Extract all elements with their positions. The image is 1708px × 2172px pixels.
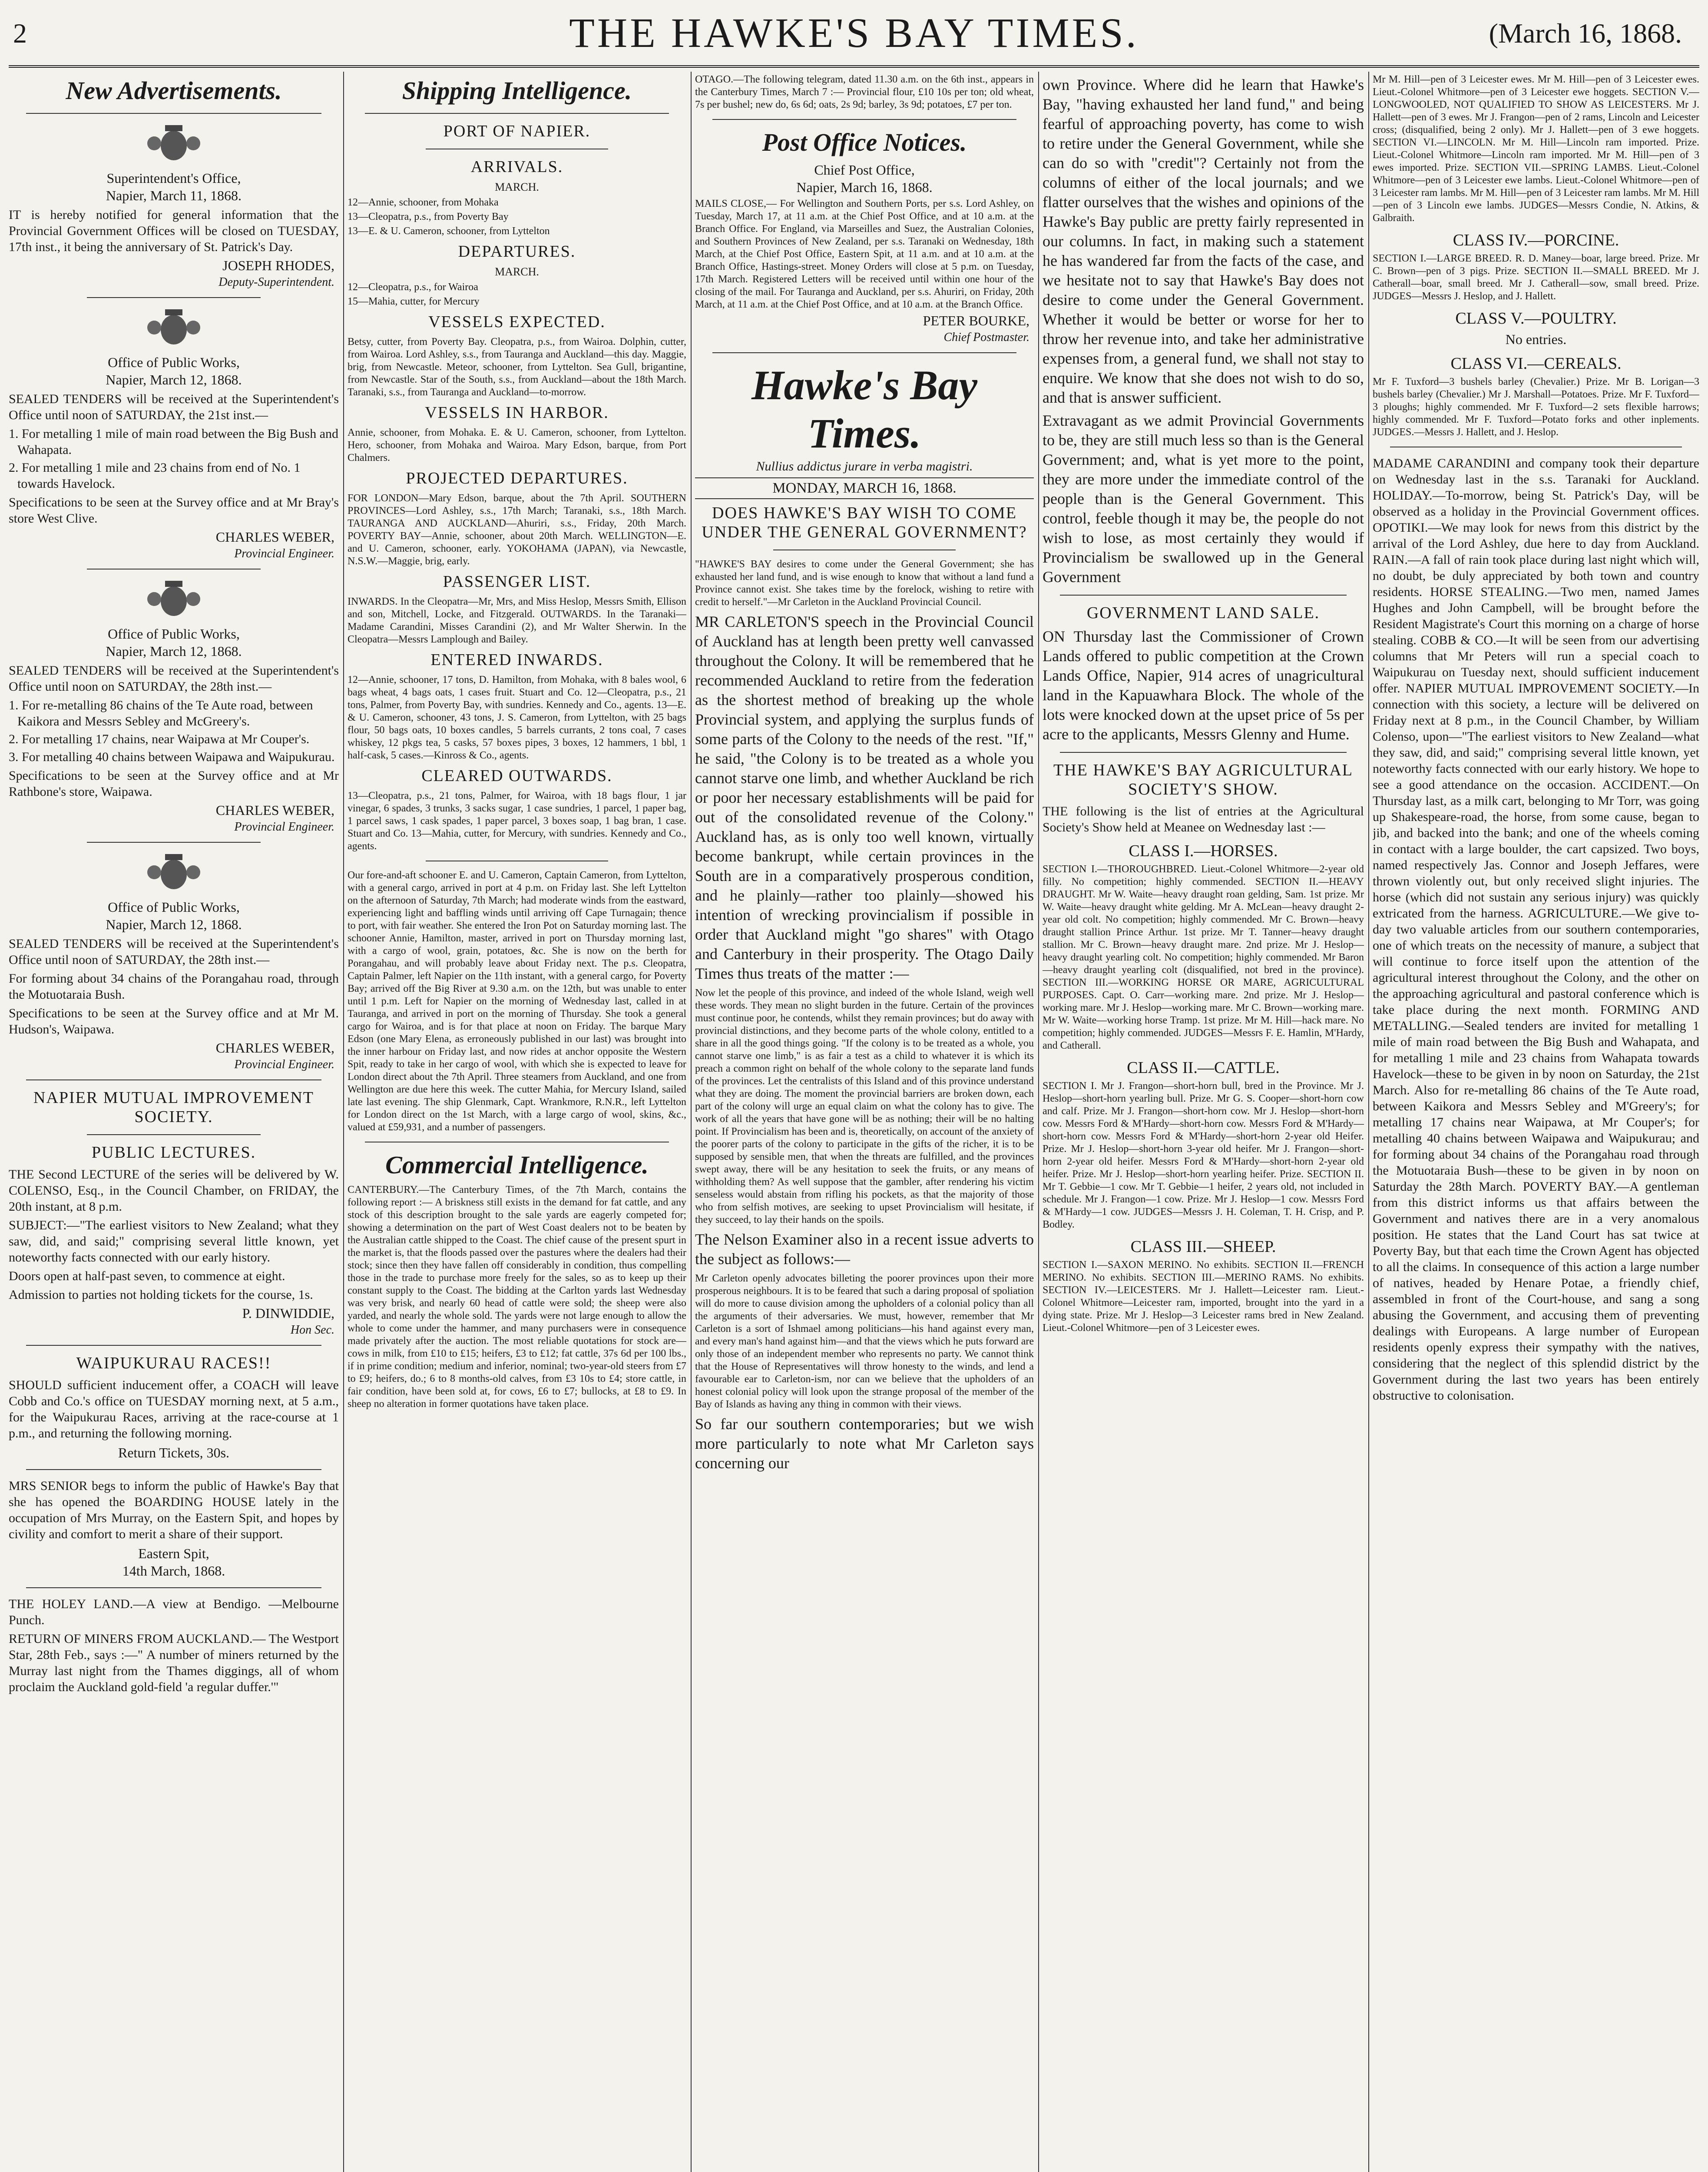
column-rule (1368, 72, 1369, 2172)
ad-signer-title: Hon Sec. (290, 1323, 334, 1337)
ad-body: IT is hereby notified for general information that the Provincial Government Offices will be closed on TUESDAY, 17th inst., it being the anniversary of St. Patrick's Day. (9, 208, 339, 254)
show-heading: THE HAWKE'S BAY AGRICULTURAL SOCIETY'S SHOW. (1053, 761, 1353, 798)
column-rule (691, 72, 692, 2172)
ad-signer-title: Provincial Engineer. (234, 820, 334, 834)
section-heading: Shipping Intelligence. (402, 76, 632, 105)
ad-date: 14th March, 1868. (122, 1563, 225, 1579)
divider (26, 1469, 321, 1470)
races-body: SHOULD sufficient inducement offer, a COACH will leave Cobb and Co.'s office on TUESDAY morning next, at 5 a.m., for the Waipukurau Races, arriving at the race-course at 1 p.m., and returning the following morning. (9, 1378, 339, 1440)
issue-date: (March 16, 1868. (1489, 18, 1682, 49)
class-heading: CLASS V.—POULTRY. (1455, 309, 1617, 328)
divider (26, 1587, 321, 1588)
class-entries: No entries. (1505, 331, 1567, 347)
ad-item: 1. For metalling 1 mile of main road between the Big Bush and Wahapata. (9, 427, 339, 457)
ad-signer-title: Provincial Engineer. (234, 547, 334, 560)
ad-item: 2. For metalling 1 mile and 23 chains from end of No. 1 towards Havelock. (9, 460, 301, 491)
royal-crest-icon (141, 577, 206, 621)
post-office: Chief Post Office, (814, 162, 915, 178)
editorial-paragraph: MR CARLETON'S speech in the Provincial Council of Auckland has at length been pretty well canvassed throughout the Colony. It will be remembered that he recommended Auckland to retire from the federation as the shortest method of breaking up the whole Provincial system, and applying the surplus funds of some parts of the Colony to the needs of the rest. "If," he said, "the Colony is to be treated as a whole you cannot starve one limb, and whether Auckland be rich or poor her necessary establishments will be paid for out of the consolidated revenue of the Colony." Auckland has, as is only too well known, virtually become bankrupt, while certain provinces in the South are in a comparatively prosperous condition, and he plainly—rather too plainly—showed his intention of wrecking provincialism if possible in order that Auckland might "go shares" with Otago and Canterbury in their prosperity. The Otago Daily Times thus treats of the matter :— (695, 613, 1034, 982)
editorial-paragraph: The Nelson Examiner also in a recent issue adverts to the subject as follows:— (695, 1231, 1034, 1268)
ad-signer: CHARLES WEBER, (215, 529, 334, 545)
boarding-house-ad: MRS SENIOR begs to inform the public of Hawke's Bay that she has opened the BOARDING HOUSE lately in the occupation of Mrs Murray, on the Eastern Spit, and hopes by civility and comfort to merit a share of their support. (9, 1479, 339, 1541)
class-entries: Mr F. Tuxford—3 bushels barley (Chevalier.) Prize. Mr B. Lorigan—3 bushels barley (Chevalier.) Mr J. Marshall—Potatoes. Prize. Mr F. Tuxford—3 ploughs; highly commended. Mr F. Tuxford—2 sets flexible harrows; highly commended. Mr F. Tuxford—Potato forks and other inplements. JUDGES.—Messrs J. Hallett, and J. Heslop. (1373, 376, 1699, 438)
paper-motto: Nullius addictus jurare in verba magistri. (756, 459, 973, 473)
divider (1060, 752, 1347, 753)
divider (87, 842, 261, 843)
royal-crest-icon (141, 306, 206, 349)
column-editorial (695, 72, 1034, 2172)
lecture-body: THE Second LECTURE of the series will be delivered by W. COLENSO, Esq., in the Council Chamber, on FRIDAY, the 20th instant, at 8 p.m. (9, 1167, 339, 1214)
section-heading: Post Office Notices. (762, 128, 967, 156)
editorial-paragraph: So far our southern contemporaries; but we wish more particularly to note what Mr Carleton says concerning our (695, 1415, 1034, 1472)
class-entries: SECTION I.—THOROUGHBRED. Lieut.-Colonel Whitmore—2-year old filly. No competition; highly commended. SECTION II.—HEAVY DRAUGHT. Mr W. Waite—heavy draught roan gelding, Sam. 1st prize. Mr W. Waite—heavy draught white gelding. Mr A. McLean—heavy draught 2-year old colt. No competition; highly commended. Mr C. Brown—heavy draught stallion Prince Arthur. 1st prize. Mr T. Tanner—heavy draught stallion. Mr C. Brown—heavy draught mare. 2nd prize. Mr J. Heslop—heavy draught yearling colt. No competition; highly commended. Mr Baron—heavy draught yearling colt (disqualified, not bred in the province). SECTION III.—WORKING HORSE OR MARE, AGRICULTURAL PURPOSES. Capt. O. Carr—working mare. 2nd prize. Mr J. Heslop—working mare. Mr J. Heslop—working mare. Mr C. Brown—working mare. Mr W. Waite—working horse Tramp. 1st prize. Mr M. Hill—hack mare. No competition; highly commended. JUDGES—Messrs F. E. Hamlin, M'Hardy, and Catherall. (1043, 864, 1364, 1051)
column-advertisements (9, 72, 339, 2172)
expected-list: Betsy, cutter, from Poverty Bay. Cleopatra, p.s., from Wairoa. Dolphin, cutter, from Wairoa. Lord Ashley, s.s., from Tauranga and Auckland—this day. Maggie, brig, from Newcastle. Meteor, schooner, from Lyttelton. Sea Gull, brigantine, from Newcastle. Star of the South, s.s., from Auckland—about the 18th March. Taranaki, s.s., from Tauranga and Auckland—to-morrow. (348, 336, 686, 398)
ad-place: Eastern Spit, (138, 1546, 209, 1561)
ad-signer: CHARLES WEBER, (215, 802, 334, 818)
divider (26, 113, 321, 114)
departure-item: 15—Mahia, cutter, for Mercury (348, 296, 480, 307)
ad-place: Napier, March 11, 1868. (106, 188, 242, 203)
class-entries: SECTION I.—SAXON MERINO. No exhibits. SECTION II.—FRENCH MERINO. No exhibits. SECTION III.—MERINO RAMS. No exhibits. SECTION IV.—LEICESTERS. Mr J. Hallett—Leicester ram. Lieut.-Colonel Whitmore—Leicester ram, imported, brought into the yard in a dying state. Prize. Mr J. Heslop—3 Leicester rams bred in New Zealand. Lieut.-Colonel Whitmore—pen of 3 Leicester ewes. (1043, 1259, 1364, 1334)
class-heading: CLASS IV.—PORCINE. (1453, 231, 1619, 249)
news-item: THE HOLEY LAND.—A view at Bendigo. —Melbourne Punch. (9, 1597, 339, 1627)
ad-signer: P. DINWIDDIE, (242, 1305, 334, 1321)
port-heading: PORT OF NAPIER. (443, 122, 591, 140)
ad-office: Office of Public Works, (108, 354, 240, 370)
ad-spec: Specifications to be seen at the Survey office and at Mr Bray's store West Clive. (9, 495, 339, 526)
class-heading: CLASS VI.—CEREALS. (1450, 354, 1622, 373)
masthead-rule (9, 65, 1699, 68)
ad-body: SEALED TENDERS will be received at the Superintendent's Office until noon of SATURDAY, the 21st inst.— (9, 392, 339, 422)
land-sale-body: ON Thursday last the Commissioner of Crown Lands offered to public competition at the Crown Lands Office, Napier, 914 acres of unagricultural land in the Kapuawhara Block. The whole of the lots were knocked down at the upset price of 5s per acre to the applicants, Messrs Glenny and Hume. (1043, 628, 1364, 743)
post-place: Napier, March 16, 1868. (796, 179, 933, 195)
ad-place: Napier, March 12, 1868. (106, 372, 242, 387)
ad-signer-title: Chief Postmaster. (943, 331, 1029, 344)
ad-signer-title: Provincial Engineer. (234, 1058, 334, 1071)
ad-office: Superintendent's Office, (106, 170, 241, 186)
local-news: MADAME CARANDINI and company took their departure on Wednesday last in the s.s. Taranaki for Auckland. HOLIDAY.—To-morrow, being St. Patrick's Day, will be observed as a holiday in the Provincial Government offices. OPOTIKI.—We may look for news from this district by the arrival of the Lord Ashley, due here to day from Auckland. RAIN.—A fall of rain took place during last night which will, no doubt, be duly appreciated by both town and country residents. HORSE STEALING.—Two men, named James Hughes and John Campbell, will be brought before the Resident Magistrate's Court this morning on a charge of horse stealing. COBB & CO.—It will be seen from our advertising columns that Mr Peters will run a special coach to Waipukurau on Tuesday next, should sufficient inducement offer. NAPIER MUTUAL IMPROVEMENT SOCIETY.—In connection with this society, a lecture will be delivered on Friday next at 8 p.m., in the Council Chamber, by William Colenso, upon—"The earliest visitors to New Zealand—what they saw, did, and said;" comprising several little known, yet noteworthy facts connected with our early history. We hope to see a good attendance on the occasion. ACCIDENT.—On Thursday last, as a milk cart, belonging to Mr Torr, was going up Shakespeare-road, the horse, from some cause, began to jib, and backed into the bank; and one of the wheels coming in contact with a large boulder, the cart capsized. Two boys, named respectively Jas. Connor and Joseph Jeffares, were thrown violently out, but only received slight injuries. The horse (which did not sustain any serious injury) was quickly extricated from the harness. AGRICULTURE.—We give to-day two valuable articles from our southern contemporaries, one of which treats on the necessity of manure, a subject that will continue to force itself upon the attention of the agricultural interest throughout the Colony, and the other on the approaching agricultural and pastoral conference which is take place during the next month. FORMING AND METALLING.—Sealed tenders are invited for metalling 1 mile of main road between the Big Bush and Wahapata, and for metalling 1 mile and 23 chains from Wahapata towards Havelock—these to be given in by noon on Saturday, the 21st March. Also for re-metalling 86 chains of the Te Aute road, between Kaikora and Messrs Sebley and M'Greery's; for metalling 17 chains near Waipawa, at Mr Couper's; for metalling 40 chains between Waipawa and Waipukurau; and for forming about 34 chains of the Porangahau road through the Motuotaraia Bush—these to be given in by noon on Saturday the 28th March. POVERTY BAY.—A gentleman from this district informs us that affairs between the Government and natives there are in a very anomalous position. He states that the Land Court has sat twice at Poverty Bay, but that each time the Crown Agent has objected to all the claims. In consequence of this action a large number of natives, headed by Henare Potae, a friendly chief, assembled in front of the Court-house, and sang a song abusing the Government, and accusing them of preventing dealings with Europeans. A large number of European residents openly express their sympathy with the natives, considering that the neglect of this splendid district by the Government during the last two years has been entirely obstructive to colonisation. (1373, 456, 1699, 1403)
ad-item: 1. For re-metalling 86 chains of the Te Aute road, between Kaikora and Messrs Sebley and McGreery's. (9, 698, 313, 728)
projected-heading: PROJECTED DEPARTURES. (406, 469, 628, 487)
departure-item: 12—Cleopatra, p.s., for Wairoa (348, 281, 478, 293)
ad-spec: Specifications to be seen at the Survey office and at Mr Rathbone's store, Waipawa. (9, 768, 339, 799)
page-number: 2 (13, 18, 27, 49)
races-tickets: Return Tickets, 30s. (118, 1445, 230, 1460)
projected-list: FOR LONDON—Mary Edson, barque, about the 7th April. SOUTHERN PROVINCES—Lord Ashley, s.s., 17th March; Taranaki, s.s., 18th March. TAURANGA AND AUCKLAND—Ahuriri, s.s., Friday, 20th March. POVERTY BAY—Annie, schooner, about 20th March. WELLINGTON—E. and U. Cameron, schooner, early. YOKOHAMA (JAPAN), via Newcastle, N.S.W.—Maggie, brig, early. (348, 493, 686, 567)
column-rule (343, 72, 344, 2172)
column-local-news (1373, 72, 1699, 2172)
land-sale-heading: GOVERNMENT LAND SALE. (1086, 604, 1320, 622)
section-heading: New Advertisements. (66, 76, 282, 105)
class-heading: CLASS III.—SHEEP. (1130, 1238, 1276, 1256)
class-heading: CLASS II.—CATTLE. (1127, 1059, 1280, 1077)
divider (712, 352, 1016, 353)
ad-signer: CHARLES WEBER, (215, 1040, 334, 1056)
editorial-paragraph: Now let the people of this province, and indeed of the whole Island, weigh well these words. They mean no slight burden in the future. Certain of the provinces must continue poor, he contends, whilst they remain provinces; but do away with provincial distinctions, and they become parts of the whole colony, entitled to a share in all the good things going. "If the colony is to be treated as a whole, you cannot starve one limb," is as fair a test as a child to whatever it is which its preach a common right on behalf of the whole colony to the separate land funds of the provinces. Let the centralists of this Island and of this province understand what they are doing. The moment the provincial barriers are broken down, each part of the colony will urge an equal claim on what the colony has to give. The work of all the years that have gone will be as nothing; their will be no halting point. If Provincialism has been and is, theoretically, on account of the anxiety of the poorer parts of the colony to participate in the gifts of the richer, it is to be supposed by sensible men, that when the threats are fulfilled, and the provinces swept away, there will be any hesitation to seek the fruits, or any means of withholding them? As well suppose that the gambler, after rendering his victim senseless would abstain from rifling his pockets, as that the majority of those who from selfish motives, are seeking to upset Provincialism will hesitate, if they succeed, to lay their hands on the spoils. (695, 987, 1034, 1225)
lecture-admission: Admission to parties not holding tickets for the course, 1s. (9, 1288, 313, 1302)
cleared-list: 13—Cleopatra, p.s., 21 tons, Palmer, for Wairoa, with 18 bags flour, 1 jar vinegar, 6 spades, 3 trunks, 3 sacks sugar, 1 case sundries, 1 parcel, 1 paper bag, 1 parcel saws, 1 cask spades, 1 paper parcel, 3 boxes soap, 1 bag bran, 1 case. Stuart and Co. 13—Mahia, cutter, for Mercury, with sundries. Kennedy and Co., agents. (348, 790, 686, 852)
harbor-heading: VESSELS IN HARBOR. (425, 404, 609, 422)
ad-place: Napier, March 12, 1868. (106, 643, 242, 659)
ad-signer: JOSEPH RHODES, (222, 258, 334, 273)
arrival-item: 12—Annie, schooner, from Mohaka (348, 197, 499, 208)
entered-heading: ENTERED INWARDS. (430, 651, 603, 669)
lecture-doors: Doors open at half-past seven, to commence at eight. (9, 1269, 285, 1283)
paper-title: Hawke's Bay Times. (751, 362, 977, 457)
lectures-heading: PUBLIC LECTURES. (91, 1143, 256, 1162)
class-heading: CLASS I.—HORSES. (1129, 842, 1278, 860)
class-entries: SECTION I. Mr J. Frangon—short-horn bull, bred in the Province. Mr J. Heslop—short-horn yearling bull. Prize. Mr G. S. Cooper—short-horn cow and calf. Prize. Mr J. Frangon—short-horn cow. Mr J. Heslop—short-horn cow. Messrs Ford & M'Hardy—short-horn cow. Messrs Ford & M'Hardy—short-horn cow. Messrs Ford & M'Hardy—short-horn 2-year old Heifer. Prize. Mr J. Heslop—short-horn 3-year old heifer. Mr J. Frangon—short-horn 2-year old heifer. Messrs Ford & M'Hardy—short-horn 2-year old heifer. Prize. Mr J. Heslop—short-horn yearling heifer. Prize. SECTION II. Mr T. Gebbie—1 cow. Mr T. Gebbie—1 heifer, 2 years old, not included in schedule. Mr J. Frangon—1 cow. Prize. Mr J. Heslop—1 cow. Messrs Ford & M'Hardy—1 cow. JUDGES—Messrs J. H. Coleman, T. H. Crisp, and P. Bodley. (1043, 1080, 1364, 1230)
arrival-item: 13—Cleopatra, p.s., from Poverty Bay (348, 211, 509, 222)
divider (712, 119, 1016, 120)
column-editorial-continued (1043, 72, 1364, 2172)
expected-heading: VESSELS EXPECTED. (428, 313, 606, 331)
royal-crest-icon (141, 851, 206, 894)
editorial-paragraph: own Province. Where did he learn that Hawke's Bay, "having exhausted her land fund," and being fearful of approaching poverty, has come to wish to retire under the General Government, while she can do so with "credit"? Certainly not from the columns of either of the local journals; and we flatter ourselves that the wishes and opinions of the Hawke's Bay public are pretty fairly represented in our columns. In fact, in making such a statement he has wandered far from the facts of the case, and we hesitate not to say that Hawke's Bay does not desire to come under the General Government. Whether it would be better or worse for her to throw her revenue into, and take her administrative expenses from, a general fund, we shall not stay to enquire. We know that she does not wish to do so, and that is answer sufficient. (1043, 76, 1364, 406)
ad-item: 2. For metalling 17 chains, near Waipawa at Mr Couper's. (9, 732, 310, 746)
ad-office: Office of Public Works, (108, 626, 240, 642)
divider (87, 1134, 261, 1135)
divider (87, 297, 261, 298)
ad-item: 3. For metalling 40 chains between Waipawa and Waipukurau. (9, 750, 335, 764)
mail-notices: MAILS CLOSE,— For Wellington and Southern Ports, per s.s. Lord Ashley, on Tuesday, March 17, at 11 a.m. at the Chief Post Office, and at 10 a.m. at the Branch Office. For England, via Marseilles and Suez, the Australian Colonies, and Southern Provinces of New Zealand, per s.s. Taranaki on Wednesday, 18th March, at the Chief Post Office, Eastern Spit, at 11 a.m. and at 10 a.m. at the Branch Office, Hastings-street. Money Orders will close at 5 p.m. on Tuesday, 17th March. Registered Letters will be received until within one hour of the closing of the mail. For Tauranga and Auckland, per s.s. Ahuriri, on Friday, 20th March, at 11 a.m. at the Chief Post Office, and at 10 a.m. at the Branch Office. (695, 198, 1034, 310)
arrival-item: 13—E. & U. Cameron, schooner, from Lyttelton (348, 225, 550, 237)
cleared-heading: CLEARED OUTWARDS. (421, 767, 612, 785)
ad-item: For forming about 34 chains of the Porangahau road, through the Motuotaraia Bush. (9, 971, 339, 1002)
newspaper-title: THE HAWKE'S BAY TIMES. (569, 10, 1139, 56)
editorial-paragraph: Mr Carleton openly advocates billeting the poorer provinces upon their more prosperous neighbours. It is to be feared that such a daring proposal of spoliation will do more to cause division among the upholders of a colonial policy than all the arguments of their adversaries. We must, however, remember that Mr Carleton is a sort of Ishmael among politicians—his hand against every man, and every man's hand against him—and that the views which he puts forward are only those of an independent member who represents no party. We cannot think that the House of Representatives will throw honesty to the winds, and lend a favourable ear to Carleton-ism, nor can we believe that the upholders of an honest colonial policy will look upon the strange proposal of the member of the Bay of Islands as having any thing in common with their views. (695, 1273, 1034, 1410)
class-entries: Mr M. Hill—pen of 3 Leicester ewes. Mr M. Hill—pen of 3 Leicester ewes. Lieut.-Colonel Whitmore—pen of 3 Leicester ewe hoggets. SECTION V.—LONGWOOLED, NOT QUALIFIED TO SHOW AS LEICESTERS. Mr J. Hallett—pen of 3 ewes. Mr J. Frangon—pen of 2 rams, Lincoln and Leicester cross; (disqualified, being 2 only). Mr J. Hallett—pen of 3 ewe hoggets. SECTION VI.—LINCOLN. Mr M. Hill—Lincoln ram imported. Prize. Lieut.-Colonel Whitmore—Lincoln ram imported. Mr M. Hill—pen of 3 ewes imported. Prize. SECTION VII.—SPRING LAMBS. Lieut.-Colonel Whitmore—pen of 3 Leicester ewe lambs. Lieut.-Colonel Whitmore—pen of 3 Leicester ram lambs. Mr M. Hill—pen of 3 Leicester ram lambs. Mr M. Hill—pen of 3 Lincoln ewe lambs. JUDGES—Messrs Condie, N. Atkins, & Galbraith. (1373, 74, 1699, 224)
news-item: RETURN OF MINERS FROM AUCKLAND.— The Westport Star, 28th Feb., says :—" A number of miners returned by the Murray last night from the Thames diggings, all of whom proclaim the Auckland gold-field 'a regular duffer.'" (9, 1632, 339, 1694)
ad-spec: Specifications to be seen at the Survey office and at Mr M. Hudson's, Waipawa. (9, 1006, 339, 1036)
editorial-paragraph: Extravagant as we admit Provincial Governments to be, they are still much less so than is the General Government; and, what is yet more to the point, they are more under the immediate control of the people than is the General Government. This control, feeble though it may be, the people do not wish to lose, as most certainly they would if Provincialism be swallowed up in the General Government (1043, 412, 1364, 586)
ad-body: SEALED TENDERS will be received at the Superintendent's Office until noon of SATURDAY, the 28th inst.— (9, 937, 339, 967)
publication-date: MONDAY, MARCH 16, 1868. (695, 477, 1034, 499)
lecture-subject: SUBJECT:—"The earliest visitors to New Zealand; what they saw, did, and said;" comprising several little known, yet noteworthy facts connected with our early history. (9, 1218, 339, 1265)
divider (365, 113, 669, 114)
ad-body: SEALED TENDERS will be received at the Superintendent's Office until noon on SATURDAY, the 28th inst.— (9, 663, 339, 694)
entered-list: 12—Annie, schooner, 17 tons, D. Hamilton, from Mohaka, with 8 bales wool, 6 bags wheat, 4 bags oats, 1 cases fruit. Stuart and Co. 12—Cleopatra, p.s., 21 tons, Palmer, from Poverty Bay, with sundries. Kennedy and Co., agents. 13—E. & U. Cameron, schooner, 43 tons, J. S. Cameron, from Lyttelton, with 25 bags flour, 50 bags oats, 10 boxes candles, 5 barrels currants, 2 tons coal, 7 cases whiskey, 12 pkgs tea, 5 casks, 57 boxes pipes, 3 boxes, 12 hammers, 1 bbl, 1 half-cask, 5 cases.—Kinross & Co., agents. (348, 674, 686, 761)
month-label: MARCH. (495, 181, 539, 193)
harbor-list: Annie, schooner, from Mohaka. E. & U. Cameron, schooner, from Lyttelton. Hero, schooner, from Mohaka and Wairoa. Mary Edson, barque, from Port Chalmers. (348, 427, 686, 464)
passenger-heading: PASSENGER LIST. (443, 573, 591, 591)
divider (26, 1345, 321, 1346)
otago-report: OTAGO.—The following telegram, dated 11.30 a.m. on the 6th inst., appears in the Canterbury Times, March 7 :— Provincial flour, £10 10s per ton; old wheat, 7s per bushel; new do, 6s 6d; oats, 2s 9d; barley, 3s 9d; potatoes, £7 per ton. (695, 74, 1034, 110)
races-heading: WAIPUKURAU RACES!! (76, 1354, 271, 1372)
divider (1060, 595, 1347, 596)
departures-heading: DEPARTURES. (458, 242, 576, 261)
ad-signer: PETER BOURKE, (923, 313, 1029, 328)
royal-crest-icon (141, 122, 206, 165)
commercial-report: CANTERBURY.—The Canterbury Times, of the 7th March, contains the following report :— A briskness still exists in the demand for fat cattle, and any stock of this description brought to the sale yards are eagerly competed for; showing a determination on the part of West Coast dealers not to be beaten by the Australian cattle shipped to the Coast. The chief cause of the present spurt in the market is, that the floods passed over the pastures where the dealers had their stock; since then they have fallen off considerably in condition, thus compelling those in the trade to purchase more freely for the sales, so as to keep up their constant supply to the Coast. The bidding at the Carlton yards last Wednesday was very brisk, and nearly 60 head of cattle were sold; the sheep were also yarded, and nearly the whole sold. The yards were not large enough to allow the whole to come under the hammer, and many purchasers were in consequence made privately after the auction. The most reliable quotations for stock are—cows in milk, from £10 to £15; heifers, £3 to £12; fat cattle, 37s 6d per 100 lbs., if in prime condition; medium and inferior, nominal; two-year-old steers from £7 to £9; heifers, do.; 6 to 8 months-old calves, from £3 10s to £4; store cattle, in fair condition, have been sold at, for cows, £6 to £7; bullocks, at £8 to £9. In sheep no alteration in former quotations have taken place. (348, 1184, 686, 1410)
column-shipping (348, 72, 686, 2172)
shipping-news: Our fore-and-aft schooner E. and U. Cameron, Captain Cameron, from Lyttelton, with a general cargo, arrived in port at 4 p.m. on Friday last. She left Lyttelton on the afternoon of Saturday, 7th March; had moderate winds from the eastward, experiencing light and baffling winds until arriving off Cape Turnagain; thence to port, with fair weather. She entered the Iron Pot on Saturday morning last. The schooner Annie, Hamilton, master, arrived in port on Thursday morning last, with a cargo of wool, grain, potatoes, &c. She is now on the berth for Porangahau, and will probably leave about Friday next. The p.s. Cleopatra, Captain Palmer, left Napier on the 11th instant, with a general cargo, for Poverty Bay; arrived off the Big River at 9.30 a.m. on the 12th, but was unable to enter until 1 p.m. Left for Napier on the morning of Wednesday last, called in at Tauranga, and arrived in port on the morning of Thursday. She took a general cargo for Wairoa, and is for that place at noon on Friday. The barque Mary Edson (one Mary Elena, as erroneously published in our last) was brought into the inner harbour on Friday last, and now rides at anchor opposite the Western Spit, ready to take in her cargo of wool, with which she is expected to leave for London direct about the 7th April. Three steamers from Auckland, and one from Wellington are due here this week. The cutter Mahia, for Mercury Island, sailed late last evening. The ship Glenmark, Capt. Wrankmore, R.N.R., left Lyttelton for London direct on the 1st March, with a large cargo of wool, skins, &c., valued at £59,931, and a number of passengers. (348, 870, 686, 1133)
month-label: MARCH. (495, 265, 539, 278)
ad-office: Office of Public Works, (108, 899, 240, 915)
editorial-quote: "HAWKE'S BAY desires to come under the General Government; she has exhausted her land fund, and is wise enough to know that without a land fund a Province cannot exist. She takes time by the forelock, wishing to retire with credit to herself."—Mr Carleton in the Auckland Provincial Council. (695, 559, 1034, 608)
ad-signer-title: Deputy-Superintendent. (218, 275, 334, 289)
class-entries: SECTION I.—LARGE BREED. R. D. Maney—boar, large breed. Prize. Mr C. Brown—pen of 3 pigs. Prize. SECTION II.—SMALL BREED. Mr J. Catherall—boar, small breed. Mr J. Catherall—sow, small breed. Prize. JUDGES—Messrs J. Heslop, and J. Hallett. (1373, 253, 1699, 302)
arrivals-heading: ARRIVALS. (470, 158, 563, 176)
passenger-list: INWARDS. In the Cleopatra—Mr, Mrs, and Miss Heslop, Messrs Smith, Ellison and son, Mitchell, Locke, and Fitzgerald. OUTWARDS. In the Taranaki—Madame Carandini, Misses Carandini (2), and Mr Walter Sherwin. In the Cleopatra—Messrs Lamplough and Bailey. (348, 596, 686, 645)
column-rule (1038, 72, 1039, 2172)
section-heading: Commercial Intelligence. (385, 1151, 649, 1179)
society-heading: NAPIER MUTUAL IMPROVEMENT SOCIETY. (33, 1089, 314, 1126)
show-intro: THE following is the list of entries at the Agricultural Society's Show held at Meanee on Wednesday last :— (1043, 804, 1364, 834)
divider (26, 1079, 321, 1080)
ad-place: Napier, March 12, 1868. (106, 917, 242, 932)
editorial-heading: DOES HAWKE'S BAY WISH TO COME UNDER THE GENERAL GOVERNMENT? (702, 504, 1027, 541)
masthead (0, 0, 1708, 65)
